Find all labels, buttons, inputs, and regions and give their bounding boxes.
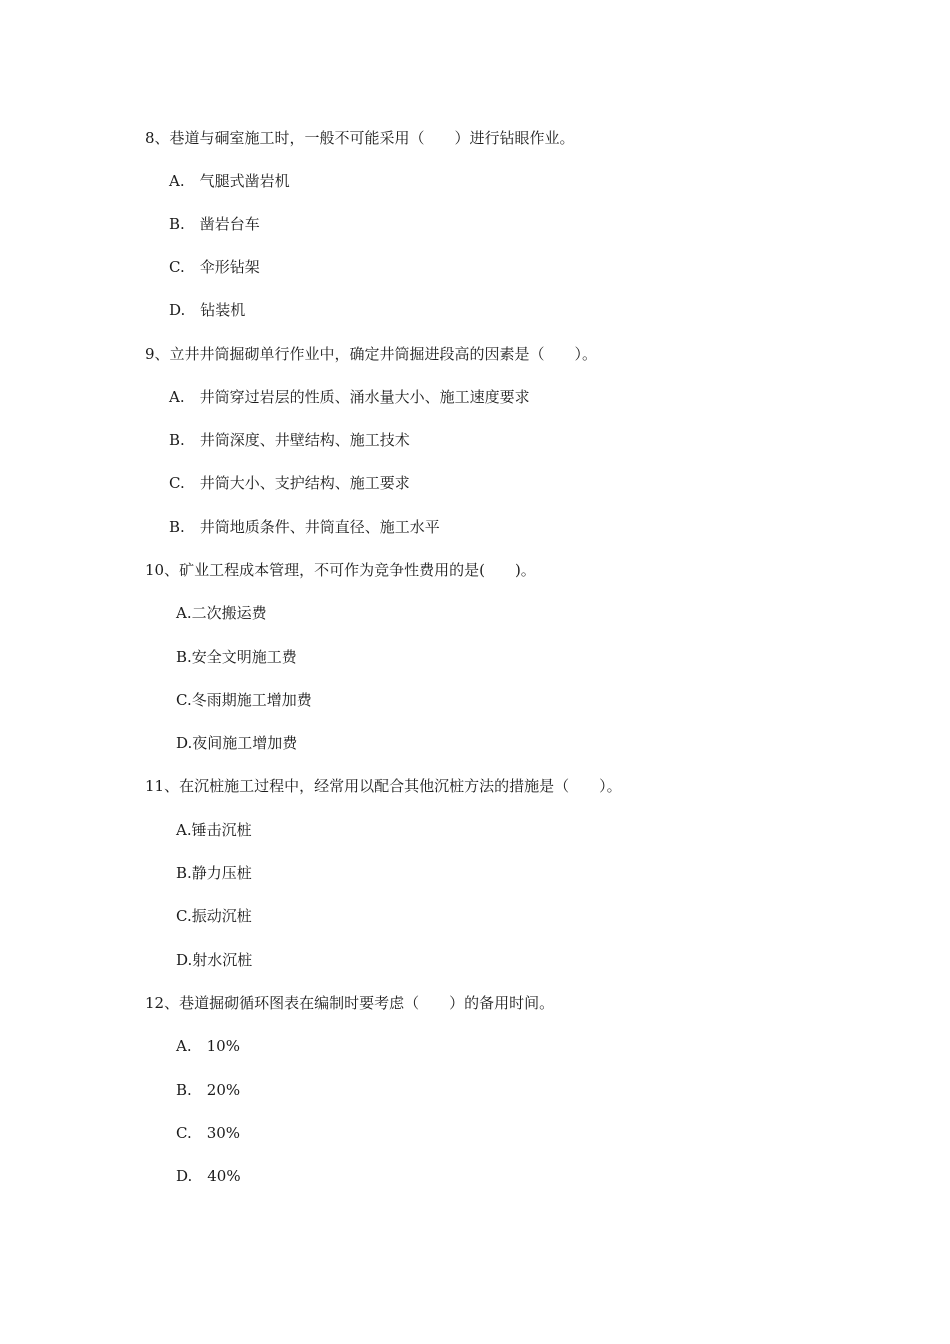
question-12-option-c: C. 30%	[176, 1124, 241, 1142]
question-12-option-b: B. 20%	[176, 1081, 241, 1099]
question-9-option-b: B. 井筒深度、井壁结构、施工技术	[169, 431, 410, 449]
question-8-option-b: B. 凿岩台车	[169, 215, 260, 233]
question-9-option-a: A. 井筒穿过岩层的性质、涌水量大小、施工速度要求	[169, 388, 530, 406]
question-9-stem: 9、立井井筒掘砌单行作业中，确定井筒掘进段高的因素是（ ）。	[145, 345, 598, 363]
question-8-stem: 8、巷道与硐室施工时，一般不可能采用（ ）进行钻眼作业。	[145, 129, 575, 147]
question-9-option-c: C. 井筒大小、支护结构、施工要求	[169, 474, 410, 492]
question-8-option-c: C. 伞形钻架	[169, 258, 260, 276]
question-10-option-d: D.夜间施工增加费	[176, 734, 298, 752]
question-10-option-b: B.安全文明施工费	[176, 648, 297, 666]
question-8-option-a: A. 气腿式凿岩机	[169, 172, 290, 190]
question-11-option-b: B.静力压桩	[176, 864, 252, 882]
question-9-option-d: B. 井筒地质条件、井筒直径、施工水平	[169, 518, 440, 536]
question-12-option-d: D. 40%	[176, 1167, 241, 1185]
question-11-option-a: A.锤击沉桩	[176, 821, 252, 839]
question-11-option-c: C.振动沉桩	[176, 907, 252, 925]
question-11-option-d: D.射水沉桩	[176, 951, 253, 969]
question-12-stem: 12、巷道掘砌循环图表在编制时要考虑（ ）的备用时间。	[145, 994, 555, 1012]
question-10-option-c: C.冬雨期施工增加费	[176, 691, 312, 709]
question-10-stem: 10、矿业工程成本管理，不可作为竞争性费用的是( )。	[145, 561, 536, 579]
question-12-option-a: A. 10%	[176, 1037, 240, 1055]
question-11-stem: 11、在沉桩施工过程中，经常用以配合其他沉桩方法的措施是（ ）。	[145, 777, 622, 795]
question-10-option-a: A.二次搬运费	[176, 604, 267, 622]
question-8-option-d: D. 钻装机	[169, 301, 246, 319]
